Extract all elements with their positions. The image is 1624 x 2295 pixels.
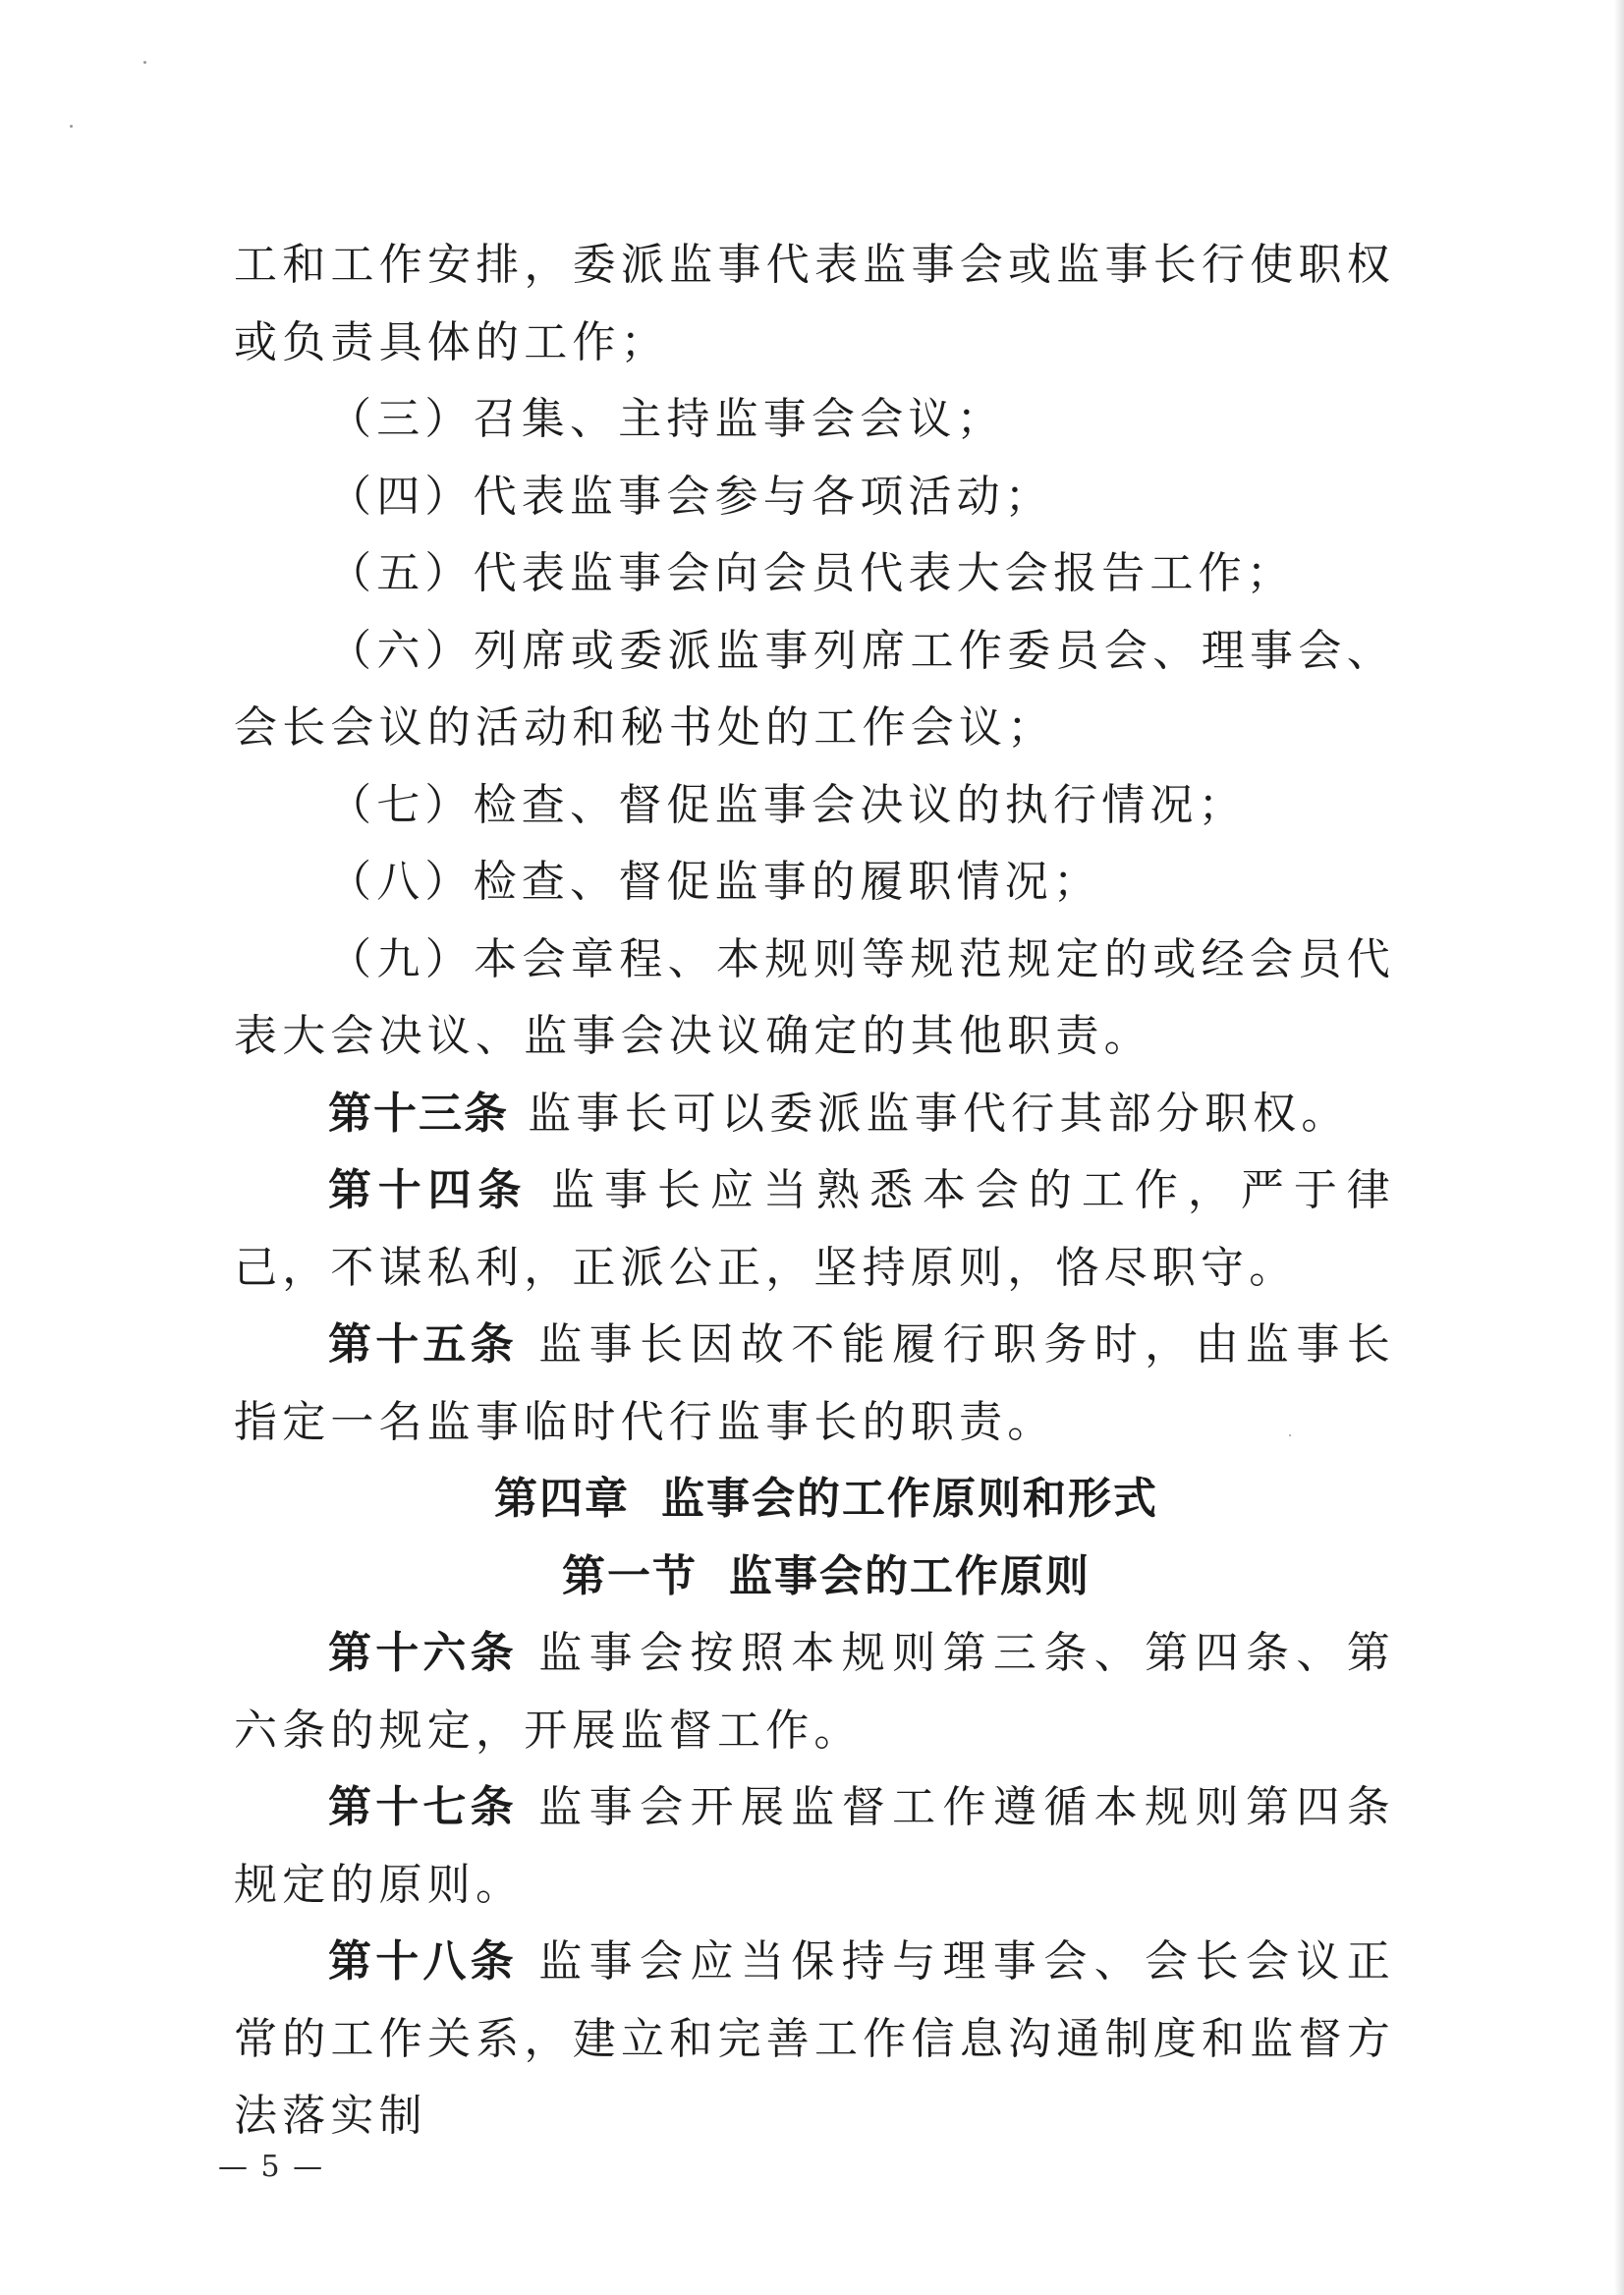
section-number: 第一节	[562, 1550, 698, 1601]
scan-speck	[70, 125, 73, 128]
scan-speck	[143, 61, 146, 64]
article-label: 第十七条	[328, 1782, 518, 1832]
article-text: 监事会按照本规则第三条、第四条、第六条的规定，开展监督工作。	[234, 1628, 1396, 1756]
list-item-5: （五）代表监事会向会员代表大会报告工作；	[328, 548, 1295, 598]
article-14	[234, 1152, 1395, 1307]
article-label: 第十三条	[328, 1088, 509, 1139]
article-text: 监事长可以委派监事代行其部分职权。	[528, 1088, 1350, 1139]
article-label: 第十六条	[328, 1628, 518, 1678]
article-text: 监事长因故不能履行职务时，由监事长指定一名监事临时代行监事长的职责。	[234, 1319, 1396, 1447]
paragraph-continuation: 工和工作安排，委派监事代表监事会或监事长行使职权或负责具体的工作；	[234, 240, 1395, 367]
document-body	[234, 227, 1395, 2155]
list-item-6: （六）列席或委派监事列席工作委员会、理事会、会长会议的活动和秘书处的工作会议；	[234, 625, 1395, 753]
list-item-4: （四）代表监事会参与各项活动；	[328, 471, 1053, 522]
article-text: 监事会应当保持与理事会、会长会议正常的工作关系，建立和完善工作信息沟通制度和监督方法落实制	[234, 1936, 1396, 2141]
section-heading	[234, 1539, 1395, 1616]
list-item-9: （九）本会章程、本规则等规范规定的或经会员代表大会决议、监事会决议确定的其他职责。	[234, 933, 1395, 1061]
article-16	[234, 1615, 1395, 1769]
list-item-8: （八）检查、督促监事的履职情况；	[328, 857, 1102, 907]
article-15	[234, 1307, 1395, 1461]
scan-edge-shadow	[1614, 0, 1624, 2295]
article-17	[234, 1769, 1395, 1924]
article-label: 第十八条	[328, 1936, 518, 1987]
section-title: 监事会的工作原则	[729, 1550, 1091, 1601]
chapter-number: 第四章	[494, 1474, 630, 1524]
article-13	[234, 1076, 1395, 1153]
article-18	[234, 1924, 1395, 2155]
chapter-title: 监事会的工作原则和形式	[661, 1474, 1158, 1524]
list-item-7: （七）检查、督促监事会决议的执行情况；	[328, 779, 1247, 830]
page-number: — 5 —	[218, 2150, 325, 2184]
chapter-heading	[234, 1461, 1395, 1539]
article-text: 监事会开展监督工作遵循本规则第四条规定的原则。	[234, 1782, 1396, 1910]
article-text: 监事长应当熟悉本会的工作，严于律己，不谋私利，正派公正，坚持原则，恪尽职守。	[234, 1165, 1395, 1293]
article-label: 第十五条	[328, 1319, 518, 1370]
article-label: 第十四条	[328, 1165, 529, 1215]
list-item-3: （三）召集、主持监事会会议；	[328, 394, 1005, 444]
